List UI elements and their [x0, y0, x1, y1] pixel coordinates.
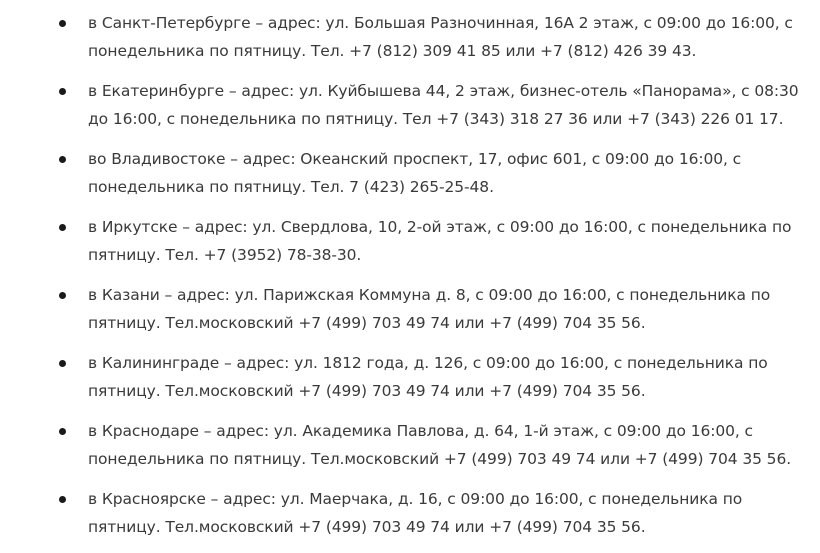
office-text-line-1: в Санкт-Петербурге – адрес: ул. Большая Разночинная, 16А 2 этаж, с 09:00 до 16:00, с [88, 14, 793, 32]
office-text-line-1: в Казани – адрес: ул. Парижская Коммуна д. 8, с 09:00 до 16:00, с понедельника по [88, 286, 771, 304]
office-item-krasnoyarsk [0, 485, 820, 541]
bullet-icon [59, 224, 66, 231]
office-item-kazan [0, 281, 820, 337]
office-text-line-1: в Краснодаре – адрес: ул. Академика Павлова, д. 64, 1-й этаж, с 09:00 до 16:00, с [88, 422, 753, 440]
bullet-icon [59, 156, 66, 163]
office-text-line-2: понедельника по пятницу. Тел.московский +7 (499) 703 49 74 или +7 (499) 704 35 56. [88, 450, 792, 468]
bullet-icon [59, 496, 66, 503]
office-text-line-2: пятницу. Тел.московский +7 (499) 703 49 74 или +7 (499) 704 35 56. [88, 518, 646, 536]
office-text-line-1: во Владивостоке – адрес: Океанский проспект, 17, офис 601, с 09:00 до 16:00, с [88, 150, 742, 168]
office-text-line-1: в Красноярске – адрес: ул. Маерчака, д. 16, с 09:00 до 16:00, с понедельника по [88, 490, 743, 508]
office-text-line-2: до 16:00, с понедельника по пятницу. Тел +7 (343) 318 27 36 или +7 (343) 226 01 17. [88, 110, 784, 128]
bullet-icon [59, 360, 66, 367]
office-item-kaliningrad [0, 349, 820, 405]
office-text-line-1: в Иркутске – адрес: ул. Свердлова, 10, 2-ой этаж, с 09:00 до 16:00, с понедельника по [88, 218, 792, 236]
office-text-line-1: в Екатеринбурге – адрес: ул. Куйбышева 44, 2 этаж, бизнес-отель «Панорама», с 08:30 [88, 82, 799, 100]
office-item-yekaterinburg [0, 77, 820, 133]
office-text-line-2: понедельника по пятницу. Тел. +7 (812) 309 41 85 или +7 (812) 426 39 43. [88, 42, 697, 60]
office-address-list [0, 9, 820, 553]
office-item-saint-petersburg [0, 9, 820, 65]
office-item-irkutsk [0, 213, 820, 269]
bullet-icon [59, 292, 66, 299]
bullet-icon [59, 88, 66, 95]
bullet-icon [59, 428, 66, 435]
office-item-krasnodar [0, 417, 820, 473]
bullet-icon [59, 20, 66, 27]
office-text-line-2: пятницу. Тел.московский +7 (499) 703 49 74 или +7 (499) 704 35 56. [88, 314, 646, 332]
office-text-line-2: пятницу. Тел.московский +7 (499) 703 49 74 или +7 (499) 704 35 56. [88, 382, 646, 400]
office-text-line-2: пятницу. Тел. +7 (3952) 78-38-30. [88, 246, 362, 264]
office-item-vladivostok [0, 145, 820, 201]
office-text-line-1: в Калининграде – адрес: ул. 1812 года, д. 126, с 09:00 до 16:00, с понедельника по [88, 354, 768, 372]
office-text-line-2: понедельника по пятницу. Тел. 7 (423) 265-25-48. [88, 178, 494, 196]
